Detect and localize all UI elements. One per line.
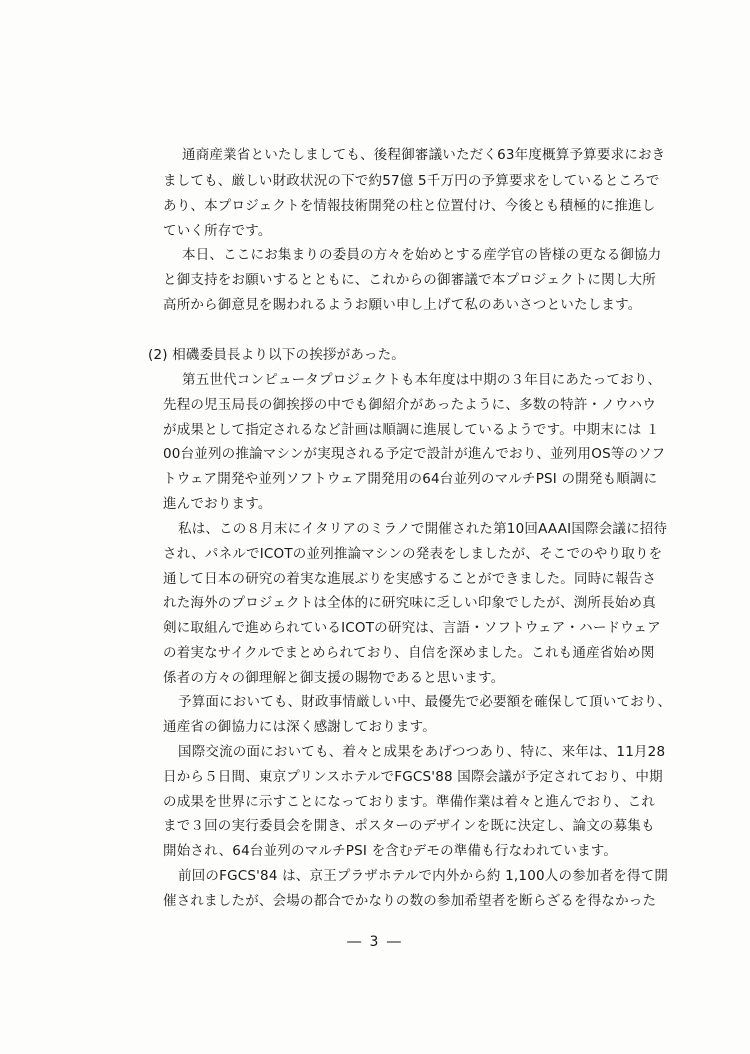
text-line: 国際交流の面においても、着々と成果をあげつつあり、特に、来年は、11月28 xyxy=(178,744,666,760)
text-line: まで３回の実行委員会を開き、ポスターのデザインを既に決定し、論文の募集も xyxy=(163,818,655,834)
text-line: れた海外のプロジェクトは全体的に研究味に乏しい印象でしたが、渕所長始め真 xyxy=(163,595,656,611)
text-line: 開始され、64台並列のマルチPSI を含むデモの準備も行なわれています。 xyxy=(163,843,618,859)
text-line: 催されましたが、会場の都合でかなりの数の参加希望者を断らざるを得なかった xyxy=(163,893,657,909)
text-line: 剣に取組んで進められているICOTの研究は、言語・ソフトウェア・ハードウェア xyxy=(163,620,661,636)
text-line: 高所から御意見を賜われるようお願い申し上げて私のあいさつといたします。 xyxy=(163,297,642,313)
text-line: 係者の方々の御理解と御支援の賜物であると思います。 xyxy=(163,670,505,686)
text-line: 日から５日間、東京プリンスホテルでFGCS'88 国際会議が予定されており、中期 xyxy=(163,769,663,785)
section-heading: (2) 相磯委員長より以下の挨拶があった。 xyxy=(148,347,405,363)
text-line: 通して日本の研究の着実な進展ぶりを実感することができました。同時に報告さ xyxy=(163,571,657,587)
text-line: 先程の児玉局長の御挨拶の中でも御紹介があったように、多数の特許・ノウハウ xyxy=(163,397,657,413)
text-line: 本日、ここにお集まりの委員の方々を始めとする産学官の皆様の更なる御協力 xyxy=(182,247,662,263)
text-line: ていく所存です。 xyxy=(163,223,272,239)
text-line: が成果として指定されるなど計画は順調に進展しているようです。中期末には １ xyxy=(163,422,660,438)
text-line: 第五世代コンピュータプロジェクトも本年度は中期の３年目にあたっており、 xyxy=(182,372,662,388)
text-line: の成果を世界に示すことになっております。準備作業は着々と進んでおり、これ xyxy=(163,794,656,810)
text-line: 通産省の御協力には深く感謝しております。 xyxy=(163,719,436,735)
text-line: あり、本プロジェクトを情報技術開発の柱と位置付け、今後とも積極的に推進し xyxy=(163,198,656,214)
text-line: 私は、この８月末にイタリアのミラノで開催された第10回AAAI国際会議に招待 xyxy=(178,521,668,537)
page-number: ― 3 ― xyxy=(347,934,403,950)
text-line: 00台並列の推論マシンが実現される予定で設計が進んでおり、並列用OS等のソフ xyxy=(163,446,666,462)
text-line: され、パネルでICOTの並列推論マシンの発表をしましたが、そこでのやり取りを xyxy=(163,546,663,562)
text-line: の着実なサイクルでまとめられており、自信を深めました。これも通産省始め関 xyxy=(163,645,655,661)
text-line: ましても、厳しい財政状況の下で約57億 5千万円の予算要求をしているところで xyxy=(163,173,660,189)
text-line: トウェア開発や並列ソフトウェア開発用の64台並列のマルチPSI の開発も順調に xyxy=(163,471,658,487)
text-line: 前回のFGCS'84 は、京王プラザホテルで内外から約 1,100人の参加者を得て開 xyxy=(178,868,669,884)
text-line: と御支持をお願いするとともに、これからの御審議で本プロジェクトに関し大所 xyxy=(163,272,656,288)
text-line: 進んでおります。 xyxy=(163,496,272,512)
text-line: 予算面においても、財政事情厳しい中、最優先で必要額を確保して頂いており、 xyxy=(178,694,672,710)
text-line: 通商産業省といたしましても、後程御審議いただく63年度概算予算要求におき xyxy=(182,147,666,163)
